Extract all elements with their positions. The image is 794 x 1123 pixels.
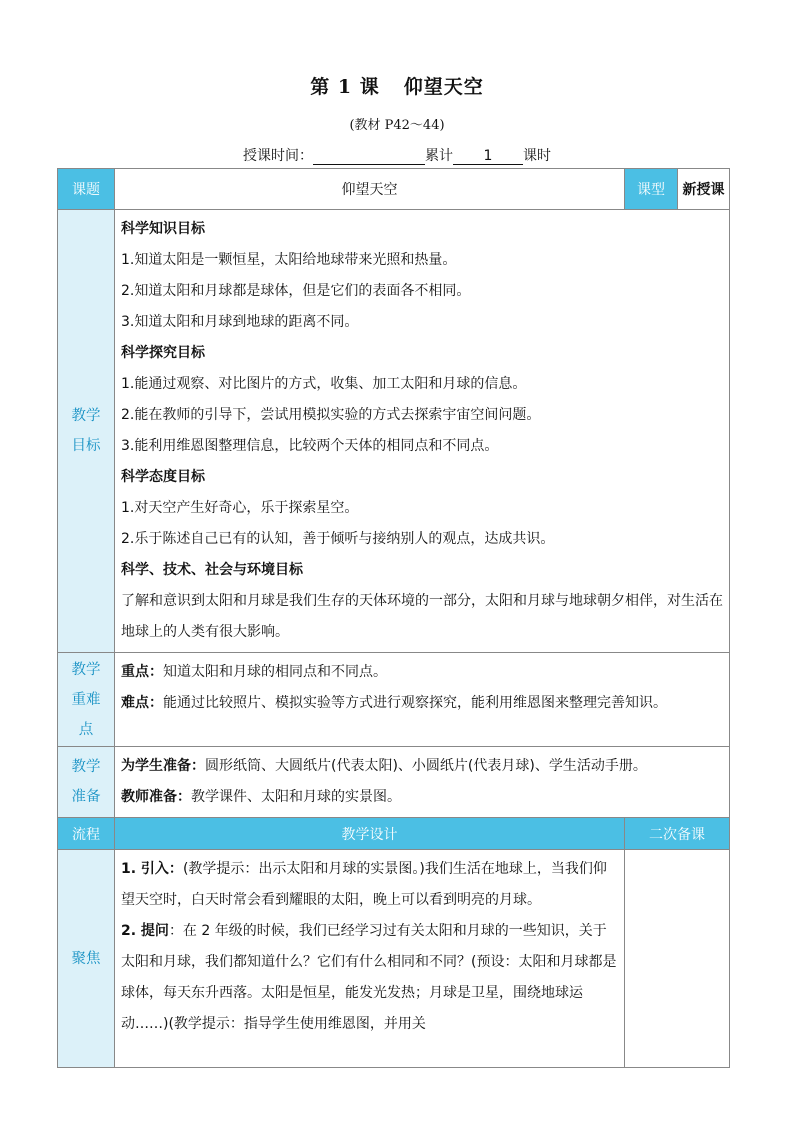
preparation-row	[58, 747, 730, 818]
topic-value: 仰望天空	[115, 169, 625, 210]
key-point: 重点：知道太阳和月球的相同点和不同点。	[121, 664, 387, 680]
inquiry-item: 2.能在教师的引导下，尝试用模拟实验的方式去探索宇宙空间问题。	[121, 407, 541, 423]
topic-label: 课题	[58, 169, 115, 210]
time-blank	[313, 148, 425, 165]
key-points-content	[115, 653, 730, 747]
focus-row	[58, 850, 730, 1068]
knowledge-heading: 科学知识目标	[121, 221, 205, 237]
goals-row	[58, 210, 730, 653]
attitude-item: 2.乐于陈述自己已有的认知，善于倾听与接纳别人的观点，达成共识。	[121, 531, 555, 547]
knowledge-item: 2.知道太阳和月球都是球体，但是它们的表面各不相同。	[121, 283, 471, 299]
lesson-title: 仰望天空	[403, 76, 484, 98]
time-label: 授课时间：	[243, 148, 313, 164]
sts-heading: 科学、技术、社会与环境目标	[121, 562, 303, 578]
period-label: 课时	[523, 148, 551, 164]
flow-header-row	[58, 818, 730, 850]
knowledge-item: 1.知道太阳是一颗恒星，太阳给地球带来光照和热量。	[121, 252, 457, 268]
inquiry-heading: 科学探究目标	[121, 345, 205, 361]
sts-text: 了解和意识到太阳和月球是我们生存的天体环境的一部分，太阳和月球与地球朝夕相伴，对生活在地球上的人类有很大影响。	[121, 593, 723, 640]
topic-row	[58, 169, 730, 210]
attitude-heading: 科学态度目标	[121, 469, 205, 485]
goals-content	[115, 210, 730, 653]
focus-content	[115, 850, 625, 1068]
design-label: 教学设计	[115, 818, 625, 850]
type-value: 新授课	[678, 169, 730, 210]
lesson-title-line	[0, 72, 794, 99]
intro-paragraph: 1. 引入：(教学提示：出示太阳和月球的实景图。)我们生活在地球上，当我们仰望天空时，白天时常会看到耀眼的太阳，晚上可以看到明亮的月球。	[121, 861, 607, 908]
knowledge-item: 3.知道太阳和月球到地球的距离不同。	[121, 314, 359, 330]
second-prep-cell	[625, 850, 730, 1068]
inquiry-item: 1.能通过观察、对比图片的方式，收集、加工太阳和月球的信息。	[121, 376, 527, 392]
inquiry-item: 3.能利用维恩图整理信息，比较两个天体的相同点和不同点。	[121, 438, 499, 454]
student-prep: 为学生准备：圆形纸筒、大圆纸片(代表太阳)、小圆纸片(代表月球)、学生活动手册。	[121, 758, 647, 774]
total-label: 累计	[425, 148, 453, 164]
lesson-plan-table	[57, 168, 730, 1068]
total-value: 1	[453, 148, 523, 165]
textbook-pages: (教材 P42～44)	[349, 118, 445, 133]
flow-label: 流程	[58, 818, 115, 850]
preparation-content	[115, 747, 730, 818]
lesson-number: 第 1 课	[310, 76, 380, 98]
preparation-label: 教学 准备	[58, 747, 115, 818]
key-points-label: 教学 重难 点	[58, 653, 115, 747]
second-prep-label: 二次备课	[625, 818, 730, 850]
focus-label: 聚焦	[58, 850, 115, 1068]
goals-label: 教学 目标	[58, 210, 115, 653]
attitude-item: 1.对天空产生好奇心，乐于探索星空。	[121, 500, 359, 516]
teacher-prep: 教师准备：教学课件、太阳和月球的实景图。	[121, 789, 401, 805]
class-time-line	[0, 145, 794, 165]
type-label: 课型	[625, 169, 678, 210]
key-points-row	[58, 653, 730, 747]
question-paragraph: 2. 提问：在 2 年级的时候，我们已经学习过有关太阳和月球的一些知识，关于太阳和月球，我们都知道什么？它们有什么相同和不同？(预设：太阳和月球都是球体，每天东升西落。太阳是恒星，能发光发热；月球是卫星，围绕地球运动……)(教学提示：指导学生使用维恩图，并用关	[121, 923, 617, 1032]
difficult-point: 难点：能通过比较照片、模拟实验等方式进行观察探究，能利用维恩图来整理完善知识。	[121, 695, 667, 711]
